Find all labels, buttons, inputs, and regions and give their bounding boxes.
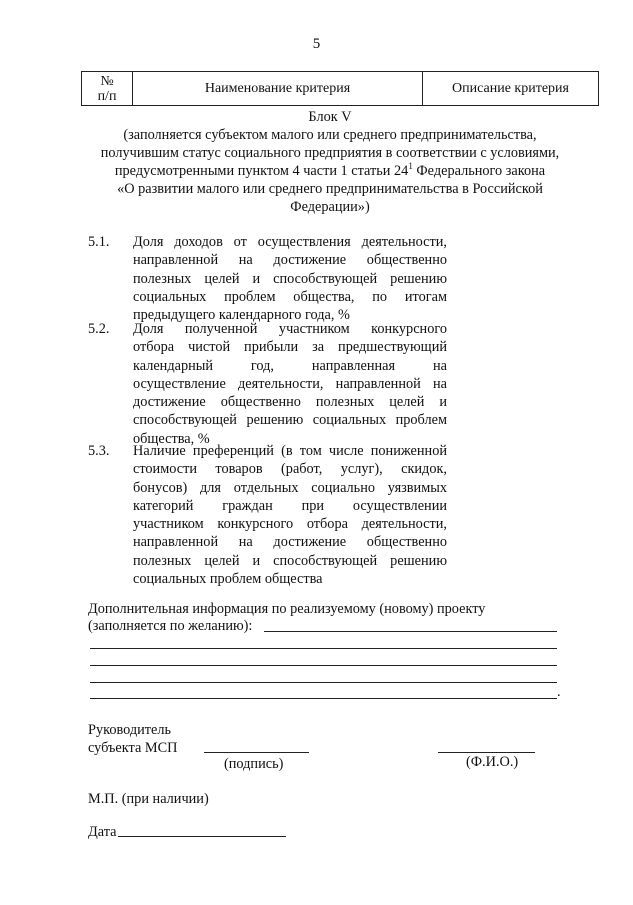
- signature-caption: (подпись): [224, 756, 284, 772]
- criteria-header-table: [81, 71, 599, 106]
- additional-info-hint: (заполняется по желанию):: [88, 618, 253, 634]
- block-subtitle-line1: (заполняется субъектом малого или среднего предпринимательства,: [123, 127, 537, 143]
- criterion-line: направленной на достижение общественно: [133, 252, 447, 269]
- criterion-line: достижение общественно полезных целей и: [133, 394, 447, 411]
- full-name-caption: (Ф.И.О.): [466, 754, 519, 770]
- criterion-line: направленной на достижение общественно: [133, 534, 447, 551]
- criterion-line: отбора чистой прибыли за предшествующий: [133, 339, 447, 356]
- block-subtitle-line3: [60, 162, 600, 180]
- block-subtitle-line5: Федерации»): [290, 199, 370, 215]
- criterion-number: 5.3.: [88, 443, 110, 459]
- criterion-line: календарный год, направленная на: [133, 357, 447, 374]
- header-col-number-line1: №: [100, 73, 114, 89]
- criterion-line: социальных проблем общества: [133, 571, 323, 588]
- criterion-text: [133, 233, 447, 324]
- criterion-text: [133, 320, 447, 448]
- criterion-line: Доля доходов от осуществления деятельности,: [133, 234, 447, 250]
- page-number: 5: [312, 36, 321, 52]
- header-col-number-line2: п/п: [97, 88, 117, 104]
- criterion-line: участником конкурсного отбора деятельности,: [133, 516, 447, 533]
- block-subtitle-line4: «О развитии малого или среднего предпринимательства в Российской: [117, 181, 543, 197]
- criterion-number: 5.1.: [88, 234, 110, 250]
- date-label: Дата: [88, 824, 117, 840]
- additional-info-end-mark: .: [557, 684, 561, 700]
- criterion-line: Доля полученной участником конкурсного: [133, 321, 447, 337]
- criterion-line: полезных целей и способствующей решению: [133, 552, 447, 569]
- criterion-line: стоимости товаров (работ, услуг), скидок,: [133, 461, 447, 478]
- additional-info-field[interactable]: [90, 682, 557, 683]
- additional-info-field[interactable]: [90, 648, 557, 649]
- criterion-line: способствующей решению социальных проблем: [133, 412, 447, 429]
- header-col-number: [82, 72, 133, 106]
- criterion-line: полезных целей и способствующей решению: [133, 270, 447, 287]
- signatory-role-line1: Руководитель: [88, 722, 172, 738]
- additional-info-field[interactable]: [90, 665, 557, 666]
- seal-label: М.П. (при наличии): [88, 791, 209, 807]
- additional-info-label: Дополнительная информация по реализуемому (новому) проекту: [88, 601, 486, 617]
- criterion-line: категорий граждан при осуществлении: [133, 497, 447, 514]
- criterion-line: бонусов) для отдельных социально уязвимых: [133, 479, 447, 496]
- additional-info-field[interactable]: [90, 698, 557, 699]
- criterion-line: Наличие преференций (в том числе пониженной: [133, 443, 447, 459]
- signatory-role-line2: субъекта МСП: [88, 740, 178, 756]
- block-subtitle-line2: получившим статус социального предприятия в соответствии с условиями,: [100, 145, 560, 161]
- additional-info-field[interactable]: [264, 631, 557, 632]
- block-subtitle-line3-start: предусмотренными пунктом 4 части 1 статьи 24: [114, 163, 409, 179]
- criterion-line: предыдущего календарного года, %: [133, 307, 350, 324]
- criterion-line: социальных проблем общества, по итогам: [133, 288, 447, 305]
- header-col-description: Описание критерия: [423, 72, 599, 106]
- footnote-superscript: 1: [408, 161, 413, 172]
- date-field[interactable]: [118, 836, 286, 837]
- criterion-line: осуществление деятельности, направленной на: [133, 375, 447, 392]
- block-title: Блок V: [308, 109, 352, 125]
- header-col-name: Наименование критерия: [133, 72, 423, 106]
- criterion-line: общества, %: [133, 430, 210, 447]
- signature-field[interactable]: [204, 752, 309, 753]
- criterion-text: [133, 442, 447, 588]
- block-subtitle-line3-end: Федерального закона: [412, 163, 546, 179]
- criterion-number: 5.2.: [88, 321, 110, 337]
